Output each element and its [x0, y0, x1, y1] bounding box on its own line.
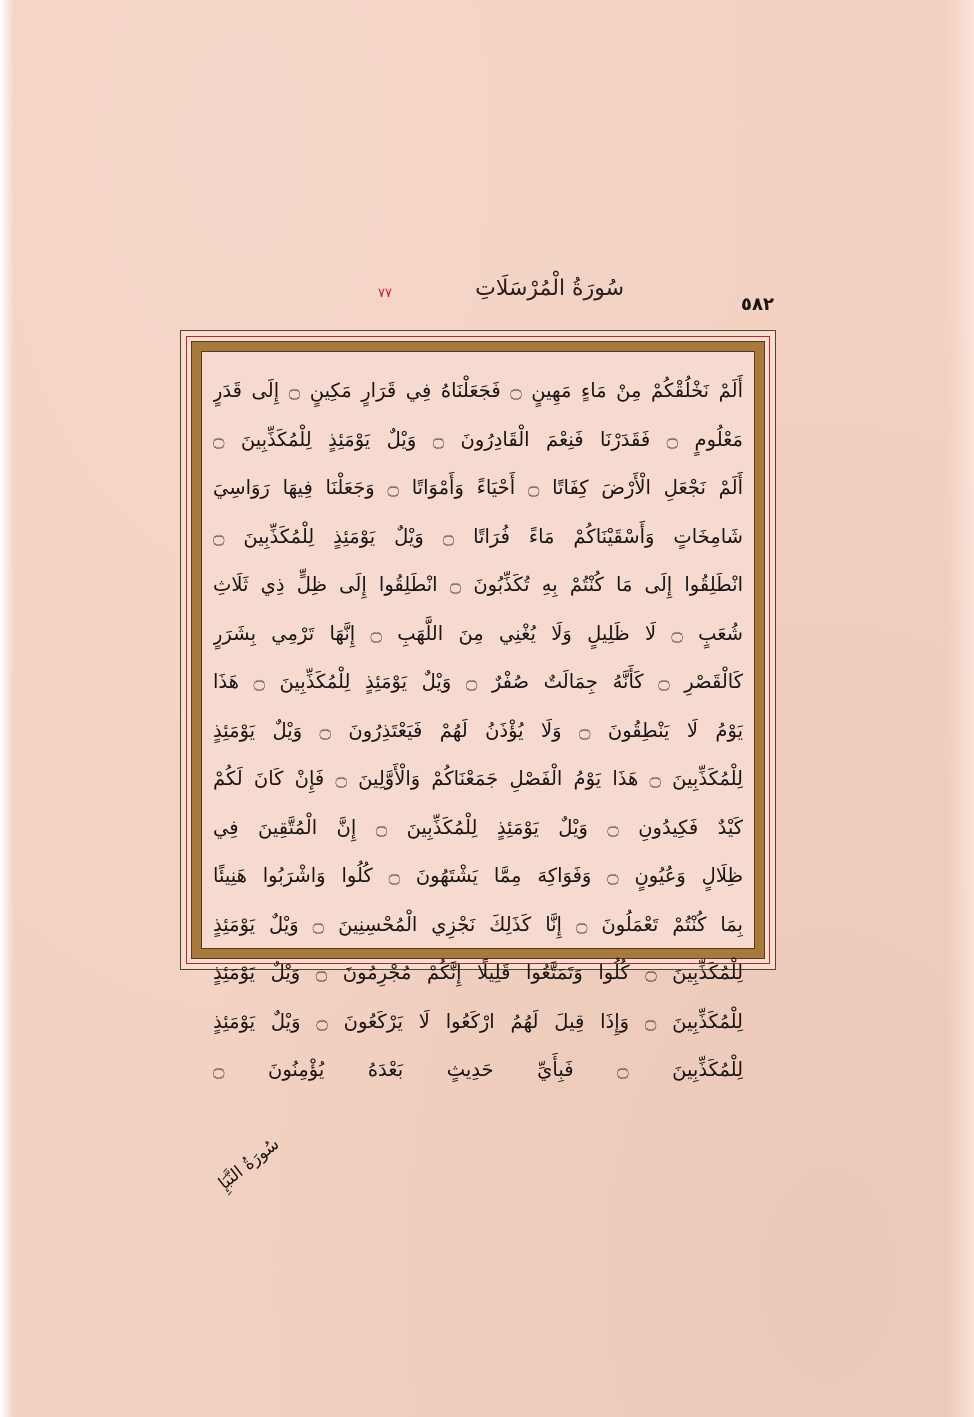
catchword-text: سُورَةُ النَّبَإِ [214, 1134, 284, 1194]
catchword [215, 1135, 307, 1225]
verse-line: يَوْمُ لَا يَنْطِقُونَ ۝ وَلَا يُؤْذَنُ لَهُمْ فَيَعْتَذِرُونَ ۝ وَيْلٌ يَوْمَئِذٍ [213, 718, 743, 742]
verse-line: لِلْمُكَذِّبِينَ ۝ فَبِأَيِّ حَدِيثٍ بَعْدَهُ يُؤْمِنُونَ ۝ [213, 1058, 743, 1081]
text-frame [180, 330, 776, 1081]
verse-line: لِلْمُكَذِّبِينَ ۝ وَإِذَا قِيلَ لَهُمُ ارْكَعُوا لَا يَرْكَعُونَ ۝ وَيْلٌ يَوْمَئِذٍ [213, 1009, 743, 1033]
verse-line: أَلَمْ نَجْعَلِ الْأَرْضَ كِفَاتًا ۝ أَحْيَاءً وَأَمْوَاتًا ۝ وَجَعَلْنَا فِيهَا رَوَاسِيَ [213, 476, 743, 499]
verse-line: لِلْمُكَذِّبِينَ ۝ كُلُوا وَتَمَتَّعُوا قَلِيلًا إِنَّكُمْ مُجْرِمُونَ ۝ وَيْلٌ يَوْمَئِذٍ [213, 961, 743, 984]
verse-line: مَعْلُومٍ ۝ فَقَدَرْنَا فَنِعْمَ الْقَادِرُونَ ۝ وَيْلٌ يَوْمَئِذٍ لِلْمُكَذِّبِينَ ۝ [213, 427, 743, 451]
page-number: ٥٨٢ [741, 294, 774, 315]
page-edge-left [0, 0, 14, 1417]
verse-line: بِمَا كُنْتُمْ تَعْمَلُونَ ۝ إِنَّا كَذَلِكَ نَجْزِي الْمُحْسِنِينَ ۝ وَيْلٌ يَوْمَئِذٍ [213, 912, 743, 936]
verse-line: كَالْقَصْرِ ۝ كَأَنَّهُ جِمَالَتٌ صُفْرٌ ۝ وَيْلٌ يَوْمَئِذٍ لِلْمُكَذِّبِينَ ۝ هَذَا [213, 670, 743, 693]
verse-line: لِلْمُكَذِّبِينَ ۝ هَذَا يَوْمُ الْفَصْلِ جَمَعْنَاكُمْ وَالْأَوَّلِينَ ۝ فَإِنْ كَانَ لَكُمْ [213, 767, 743, 790]
verse-line: ظِلَالٍ وَعُيُونٍ ۝ وَفَوَاكِهَ مِمَّا يَشْتَهُونَ ۝ كُلُوا وَاشْرَبُوا هَنِيئًا [213, 864, 743, 887]
verse-line: شَامِخَاتٍ وَأَسْقَيْنَاكُمْ مَاءً فُرَاتًا ۝ وَيْلٌ يَوْمَئِذٍ لِلْمُكَذِّبِينَ ۝ [213, 524, 743, 548]
verse-line: انْطَلِقُوا إِلَى مَا كُنْتُمْ بِهِ تُكَذِّبُونَ ۝ انْطَلِقُوا إِلَى ظِلٍّ ذِي ثَلَاثِ [213, 573, 743, 596]
verse-line: شُعَبٍ ۝ لَا ظَلِيلٍ وَلَا يُغْنِي مِنَ اللَّهَبِ ۝ إِنَّهَا تَرْمِي بِشَرَرٍ [213, 621, 743, 645]
verse-line: أَلَمْ نَخْلُقْكُمْ مِنْ مَاءٍ مَهِينٍ ۝ فَجَعَلْنَاهُ فِي قَرَارٍ مَكِينٍ ۝ إِلَى قَدَرٍ [213, 379, 743, 402]
surah-title: سُورَةُ الْمُرْسَلَاتِ [475, 276, 624, 301]
page-edge-right [948, 0, 974, 1417]
surah-number: ٧٧ [378, 286, 392, 301]
verse-text-block [203, 353, 753, 1081]
page-header [178, 272, 774, 322]
verse-line: كَيْدٌ فَكِيدُونِ ۝ وَيْلٌ يَوْمَئِذٍ لِلْمُكَذِّبِينَ ۝ إِنَّ الْمُتَّقِينَ فِي [213, 815, 743, 839]
